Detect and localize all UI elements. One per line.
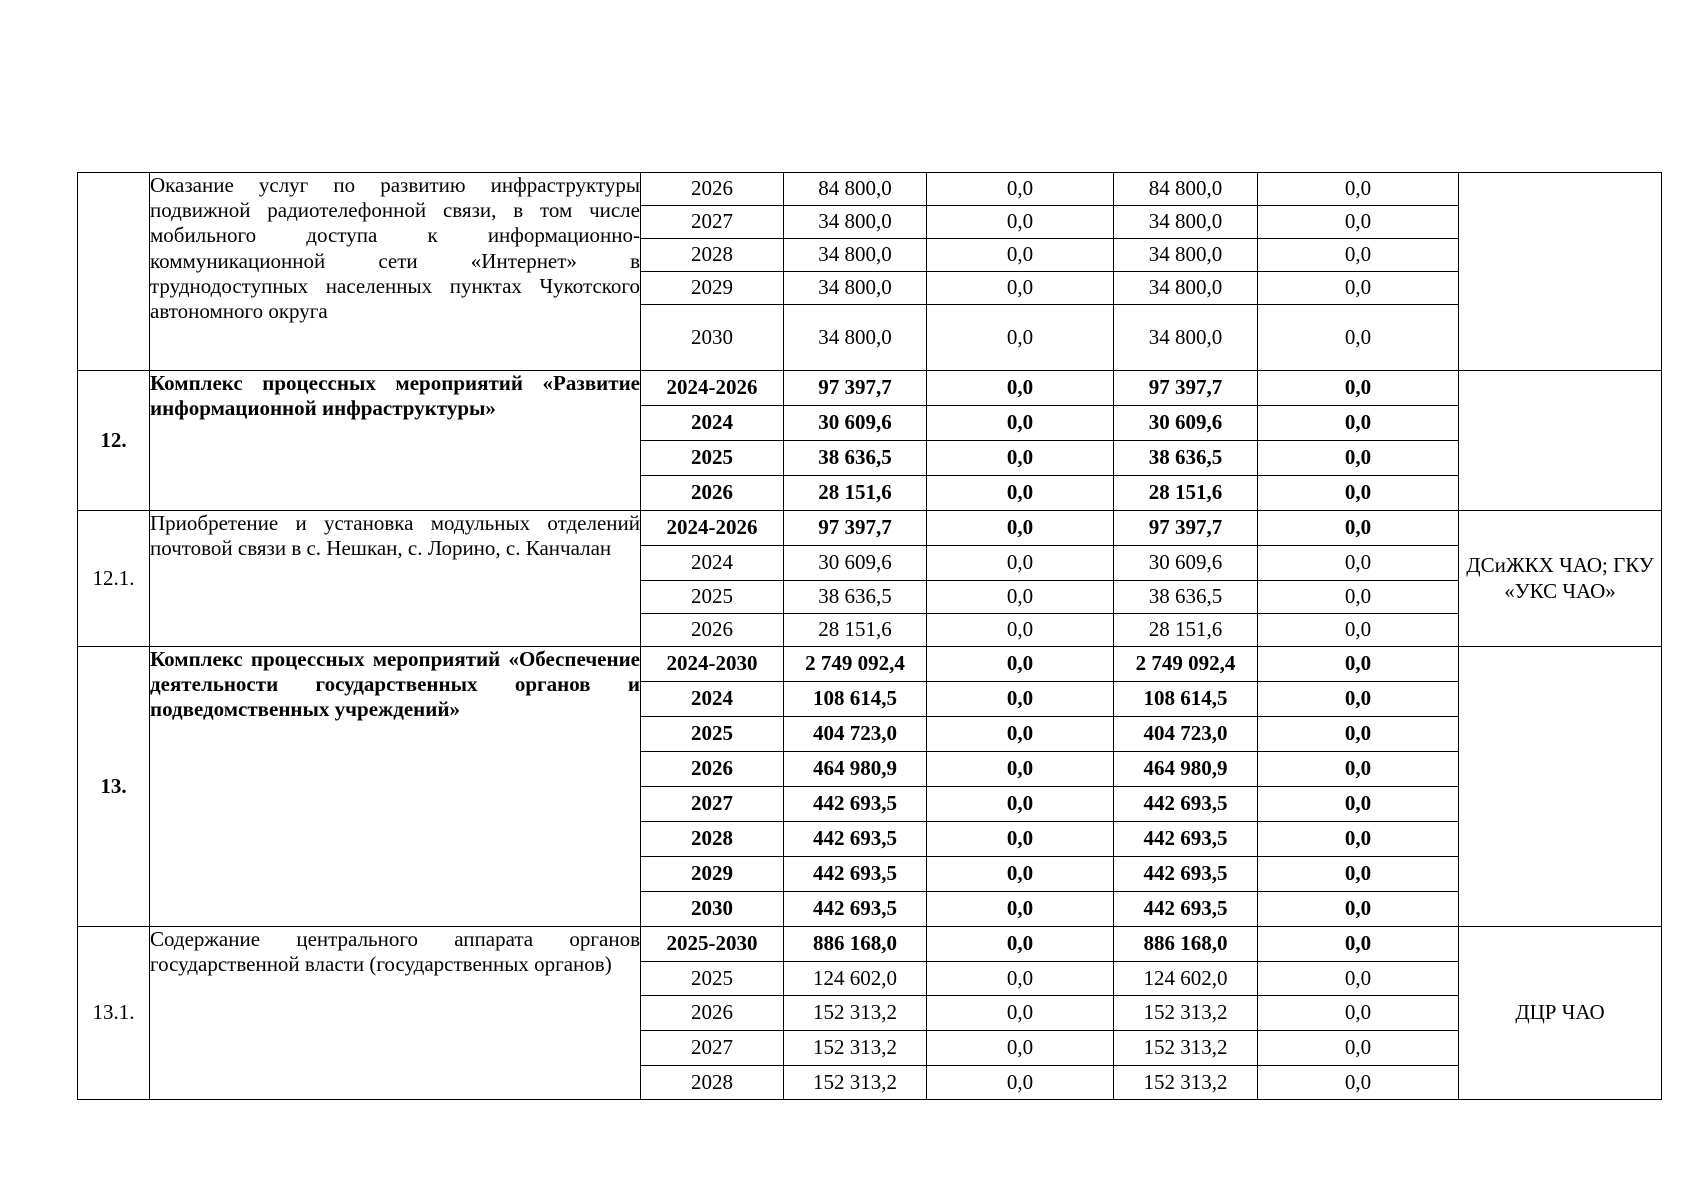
- row-number: 13.1.: [78, 927, 150, 1100]
- federal-cell: 0,0: [927, 647, 1114, 682]
- table-row: [78, 511, 1662, 546]
- year-cell: 2024: [641, 546, 784, 581]
- year-cell: 2024: [641, 682, 784, 717]
- regional-cell: 30 609,6: [1114, 406, 1258, 441]
- year-cell: 2028: [641, 1066, 784, 1100]
- other-cell: 0,0: [1258, 371, 1459, 406]
- federal-cell: 0,0: [927, 206, 1114, 239]
- regional-cell: 28 151,6: [1114, 614, 1258, 647]
- row-description: Оказание услуг по развитию инфраструктуры подвижной радиотелефонной связи, в том числе мобильного доступа к информационно-коммуникационной сети «Интернет» в труднодоступных населенных пунктах Чукотского автономного округа: [150, 173, 641, 371]
- year-cell: 2025: [641, 441, 784, 476]
- year-cell: 2027: [641, 1031, 784, 1066]
- other-cell: 0,0: [1258, 272, 1459, 305]
- year-cell: 2025: [641, 962, 784, 996]
- federal-cell: 0,0: [927, 511, 1114, 546]
- year-cell: 2025: [641, 581, 784, 614]
- total-cell: 28 151,6: [784, 614, 927, 647]
- total-cell: 34 800,0: [784, 272, 927, 305]
- other-cell: 0,0: [1258, 892, 1459, 927]
- total-cell: 38 636,5: [784, 441, 927, 476]
- federal-cell: 0,0: [927, 892, 1114, 927]
- row-description: Приобретение и установка модульных отделений почтовой связи в с. Нешкан, с. Лорино, с. Канчалан: [150, 511, 641, 647]
- other-cell: 0,0: [1258, 717, 1459, 752]
- total-cell: 28 151,6: [784, 476, 927, 511]
- regional-cell: 886 168,0: [1114, 927, 1258, 962]
- other-cell: 0,0: [1258, 406, 1459, 441]
- responsible-cell: [1459, 647, 1662, 927]
- year-cell: 2026: [641, 752, 784, 787]
- other-cell: 0,0: [1258, 787, 1459, 822]
- total-cell: 97 397,7: [784, 511, 927, 546]
- year-cell: 2025: [641, 717, 784, 752]
- other-cell: 0,0: [1258, 173, 1459, 206]
- total-cell: 442 693,5: [784, 857, 927, 892]
- federal-cell: 0,0: [927, 581, 1114, 614]
- total-cell: 2 749 092,4: [784, 647, 927, 682]
- year-cell: 2026: [641, 614, 784, 647]
- total-cell: 97 397,7: [784, 371, 927, 406]
- federal-cell: 0,0: [927, 717, 1114, 752]
- federal-cell: 0,0: [927, 614, 1114, 647]
- row-description: Комплекс процессных мероприятий «Обеспечение деятельности государственных органов и подведомственных учреждений»: [150, 647, 641, 927]
- year-cell: 2027: [641, 787, 784, 822]
- total-cell: 34 800,0: [784, 239, 927, 272]
- regional-cell: 2 749 092,4: [1114, 647, 1258, 682]
- federal-cell: 0,0: [927, 787, 1114, 822]
- other-cell: 0,0: [1258, 822, 1459, 857]
- federal-cell: 0,0: [927, 441, 1114, 476]
- total-cell: 152 313,2: [784, 996, 927, 1031]
- other-cell: 0,0: [1258, 996, 1459, 1031]
- year-cell: 2027: [641, 206, 784, 239]
- total-cell: 442 693,5: [784, 787, 927, 822]
- year-cell: 2028: [641, 239, 784, 272]
- other-cell: 0,0: [1258, 581, 1459, 614]
- federal-cell: 0,0: [927, 476, 1114, 511]
- other-cell: 0,0: [1258, 614, 1459, 647]
- regional-cell: 34 800,0: [1114, 206, 1258, 239]
- responsible-cell: [1459, 371, 1662, 511]
- other-cell: 0,0: [1258, 441, 1459, 476]
- regional-cell: 152 313,2: [1114, 996, 1258, 1031]
- federal-cell: 0,0: [927, 371, 1114, 406]
- federal-cell: 0,0: [927, 682, 1114, 717]
- year-cell: 2026: [641, 173, 784, 206]
- regional-cell: 152 313,2: [1114, 1031, 1258, 1066]
- year-cell: 2029: [641, 857, 784, 892]
- regional-cell: 28 151,6: [1114, 476, 1258, 511]
- budget-table: [77, 172, 1662, 1100]
- row-number: 13.: [78, 647, 150, 927]
- federal-cell: 0,0: [927, 239, 1114, 272]
- other-cell: 0,0: [1258, 546, 1459, 581]
- year-cell: 2024-2030: [641, 647, 784, 682]
- total-cell: 108 614,5: [784, 682, 927, 717]
- regional-cell: 442 693,5: [1114, 822, 1258, 857]
- other-cell: 0,0: [1258, 962, 1459, 996]
- regional-cell: 97 397,7: [1114, 511, 1258, 546]
- federal-cell: 0,0: [927, 857, 1114, 892]
- other-cell: 0,0: [1258, 305, 1459, 371]
- table-row: [78, 647, 1662, 682]
- federal-cell: 0,0: [927, 305, 1114, 371]
- federal-cell: 0,0: [927, 272, 1114, 305]
- regional-cell: 97 397,7: [1114, 371, 1258, 406]
- year-cell: 2024-2026: [641, 511, 784, 546]
- total-cell: 84 800,0: [784, 173, 927, 206]
- total-cell: 38 636,5: [784, 581, 927, 614]
- other-cell: 0,0: [1258, 647, 1459, 682]
- year-cell: 2024: [641, 406, 784, 441]
- year-cell: 2026: [641, 996, 784, 1031]
- total-cell: 152 313,2: [784, 1031, 927, 1066]
- year-cell: 2030: [641, 892, 784, 927]
- regional-cell: 34 800,0: [1114, 272, 1258, 305]
- other-cell: 0,0: [1258, 476, 1459, 511]
- regional-cell: 34 800,0: [1114, 239, 1258, 272]
- other-cell: 0,0: [1258, 239, 1459, 272]
- other-cell: 0,0: [1258, 511, 1459, 546]
- federal-cell: 0,0: [927, 752, 1114, 787]
- year-cell: 2029: [641, 272, 784, 305]
- total-cell: 30 609,6: [784, 406, 927, 441]
- year-cell: 2028: [641, 822, 784, 857]
- regional-cell: 38 636,5: [1114, 441, 1258, 476]
- federal-cell: 0,0: [927, 173, 1114, 206]
- regional-cell: 84 800,0: [1114, 173, 1258, 206]
- year-cell: 2026: [641, 476, 784, 511]
- total-cell: 30 609,6: [784, 546, 927, 581]
- other-cell: 0,0: [1258, 752, 1459, 787]
- total-cell: 34 800,0: [784, 206, 927, 239]
- row-description: Комплекс процессных мероприятий «Развитие информационной инфраструктуры»: [150, 371, 641, 511]
- total-cell: 152 313,2: [784, 1066, 927, 1100]
- regional-cell: 442 693,5: [1114, 857, 1258, 892]
- responsible-cell: ДЦР ЧАО: [1459, 927, 1662, 1100]
- federal-cell: 0,0: [927, 822, 1114, 857]
- other-cell: 0,0: [1258, 206, 1459, 239]
- regional-cell: 38 636,5: [1114, 581, 1258, 614]
- regional-cell: 464 980,9: [1114, 752, 1258, 787]
- federal-cell: 0,0: [927, 996, 1114, 1031]
- regional-cell: 442 693,5: [1114, 787, 1258, 822]
- regional-cell: 442 693,5: [1114, 892, 1258, 927]
- responsible-cell: [1459, 173, 1662, 371]
- federal-cell: 0,0: [927, 1066, 1114, 1100]
- total-cell: 442 693,5: [784, 892, 927, 927]
- regional-cell: 404 723,0: [1114, 717, 1258, 752]
- total-cell: 442 693,5: [784, 822, 927, 857]
- other-cell: 0,0: [1258, 1031, 1459, 1066]
- year-cell: 2030: [641, 305, 784, 371]
- regional-cell: 152 313,2: [1114, 1066, 1258, 1100]
- total-cell: 464 980,9: [784, 752, 927, 787]
- row-number: [78, 173, 150, 371]
- other-cell: 0,0: [1258, 927, 1459, 962]
- table-body: [78, 173, 1662, 1100]
- federal-cell: 0,0: [927, 1031, 1114, 1066]
- regional-cell: 124 602,0: [1114, 962, 1258, 996]
- federal-cell: 0,0: [927, 962, 1114, 996]
- other-cell: 0,0: [1258, 1066, 1459, 1100]
- row-number: 12.1.: [78, 511, 150, 647]
- table-row: [78, 173, 1662, 206]
- year-cell: 2024-2026: [641, 371, 784, 406]
- total-cell: 124 602,0: [784, 962, 927, 996]
- regional-cell: 108 614,5: [1114, 682, 1258, 717]
- total-cell: 886 168,0: [784, 927, 927, 962]
- federal-cell: 0,0: [927, 406, 1114, 441]
- table-row: [78, 371, 1662, 406]
- other-cell: 0,0: [1258, 857, 1459, 892]
- regional-cell: 30 609,6: [1114, 546, 1258, 581]
- row-number: 12.: [78, 371, 150, 511]
- total-cell: 404 723,0: [784, 717, 927, 752]
- year-cell: 2025-2030: [641, 927, 784, 962]
- row-description: Содержание центрального аппарата органов государственной власти (государственных органов): [150, 927, 641, 1100]
- table-row: [78, 927, 1662, 962]
- responsible-cell: ДСиЖКХ ЧАО; ГКУ «УКС ЧАО»: [1459, 511, 1662, 647]
- federal-cell: 0,0: [927, 927, 1114, 962]
- other-cell: 0,0: [1258, 682, 1459, 717]
- regional-cell: 34 800,0: [1114, 305, 1258, 371]
- total-cell: 34 800,0: [784, 305, 927, 371]
- federal-cell: 0,0: [927, 546, 1114, 581]
